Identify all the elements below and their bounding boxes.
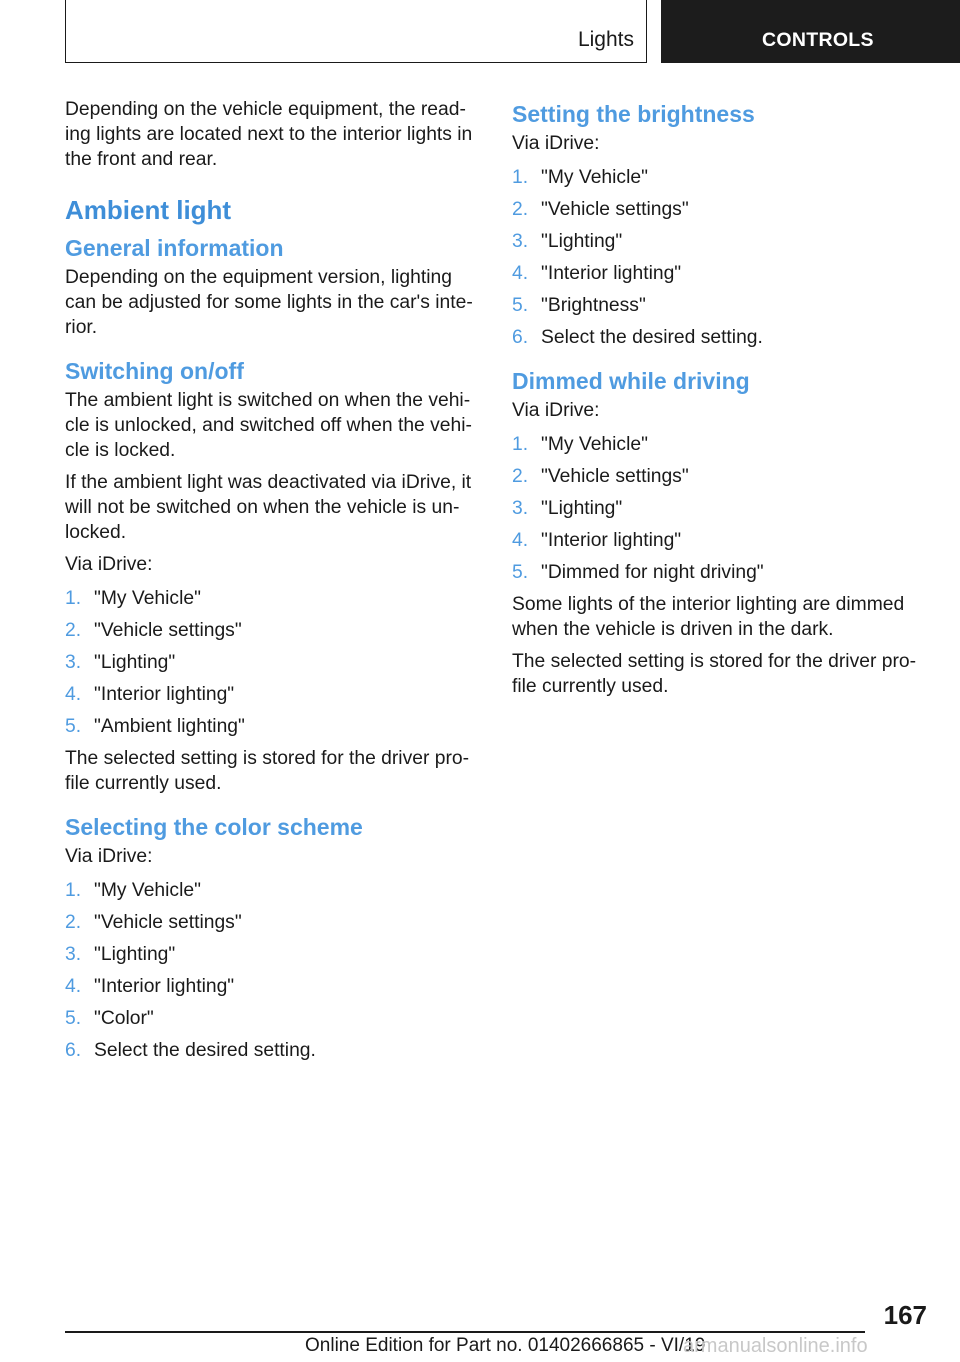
dimmed-text-2: The selected setting is stored for the driver profile currently used. [512, 651, 917, 697]
list-item: 3. "Lighting" [65, 944, 176, 965]
switching-heading: Switching on/off [65, 358, 244, 384]
list-item: 4. "Interior lighting" [65, 976, 235, 997]
header-section-tab [65, 0, 647, 63]
via-idrive-label: Via iDrive: [65, 846, 153, 867]
right-column [512, 97, 922, 706]
left-column [65, 97, 475, 1070]
brightness-steps-list [512, 165, 922, 350]
header-chapter-tab [661, 0, 960, 63]
list-item: 2. "Vehicle settings" [65, 620, 242, 641]
list-item: 5. "Brightness" [512, 295, 646, 316]
footer-divider [65, 1331, 865, 1333]
list-item: 5. "Ambient lighting" [65, 716, 245, 737]
list-item: 4. "Interior lighting" [512, 263, 682, 284]
ambient-steps-list [65, 586, 475, 739]
list-item: 2. "Vehicle settings" [512, 199, 689, 220]
list-item: 1. "My Vehicle" [65, 588, 201, 609]
edition-text: Online Edition for Part no. 01402666865 - VI/19 [305, 1335, 706, 1356]
general-information-text: Depending on the equipment version, lighting can be adjusted for some lights in the car's interior. [65, 267, 473, 338]
list-item: 5. "Dimmed for night driving" [512, 562, 764, 583]
list-item: 3. "Lighting" [512, 498, 623, 519]
list-item: 3. "Lighting" [65, 652, 176, 673]
stored-setting-text: The selected setting is stored for the driver profile currently used. [65, 748, 470, 794]
switching-text-1: The ambient light is switched on when the vehicle is unlocked, and switched off when the vehicle is locked. [65, 390, 472, 461]
list-item: 4. "Interior lighting" [65, 684, 235, 705]
page-number: 167 [883, 1300, 927, 1330]
list-item: 2. "Vehicle settings" [65, 912, 242, 933]
intro-paragraph: Depending on the vehicle equipment, the reading lights are located next to the interior lights in the front and rear. [65, 99, 473, 170]
list-item: 3. "Lighting" [512, 231, 623, 252]
list-item: 1. "My Vehicle" [512, 434, 648, 455]
section-title: Lights [577, 28, 634, 51]
color-steps-list [65, 878, 475, 1063]
general-information-heading: General information [65, 235, 284, 261]
ambient-light-heading: Ambient light [65, 195, 232, 225]
list-item: 6. Select the desired setting. [512, 327, 763, 348]
list-item: 2. "Vehicle settings" [512, 466, 689, 487]
via-idrive-label: Via iDrive: [512, 400, 600, 421]
list-item: 6. Select the desired setting. [65, 1040, 316, 1061]
via-idrive-label: Via iDrive: [65, 554, 153, 575]
brightness-heading: Setting the brightness [512, 101, 755, 127]
via-idrive-label: Via iDrive: [512, 133, 600, 154]
chapter-title: CONTROLS [762, 29, 874, 51]
list-item: 4. "Interior lighting" [512, 530, 682, 551]
dimmed-heading: Dimmed while driving [512, 368, 750, 394]
dimmed-text-1: Some lights of the interior lighting are dimmed when the vehicle is driven in the dark. [512, 594, 905, 640]
dimmed-steps-list [512, 432, 922, 585]
list-item: 5. "Color" [65, 1008, 154, 1029]
switching-text-2: If the ambient light was deactivated via iDrive, it will not be switched on when the vehicle is unlocked. [65, 472, 472, 543]
color-scheme-heading: Selecting the color scheme [65, 814, 363, 840]
list-item: 1. "My Vehicle" [512, 167, 648, 188]
list-item: 1. "My Vehicle" [65, 880, 201, 901]
watermark: armanualsonline.info [683, 1335, 868, 1357]
